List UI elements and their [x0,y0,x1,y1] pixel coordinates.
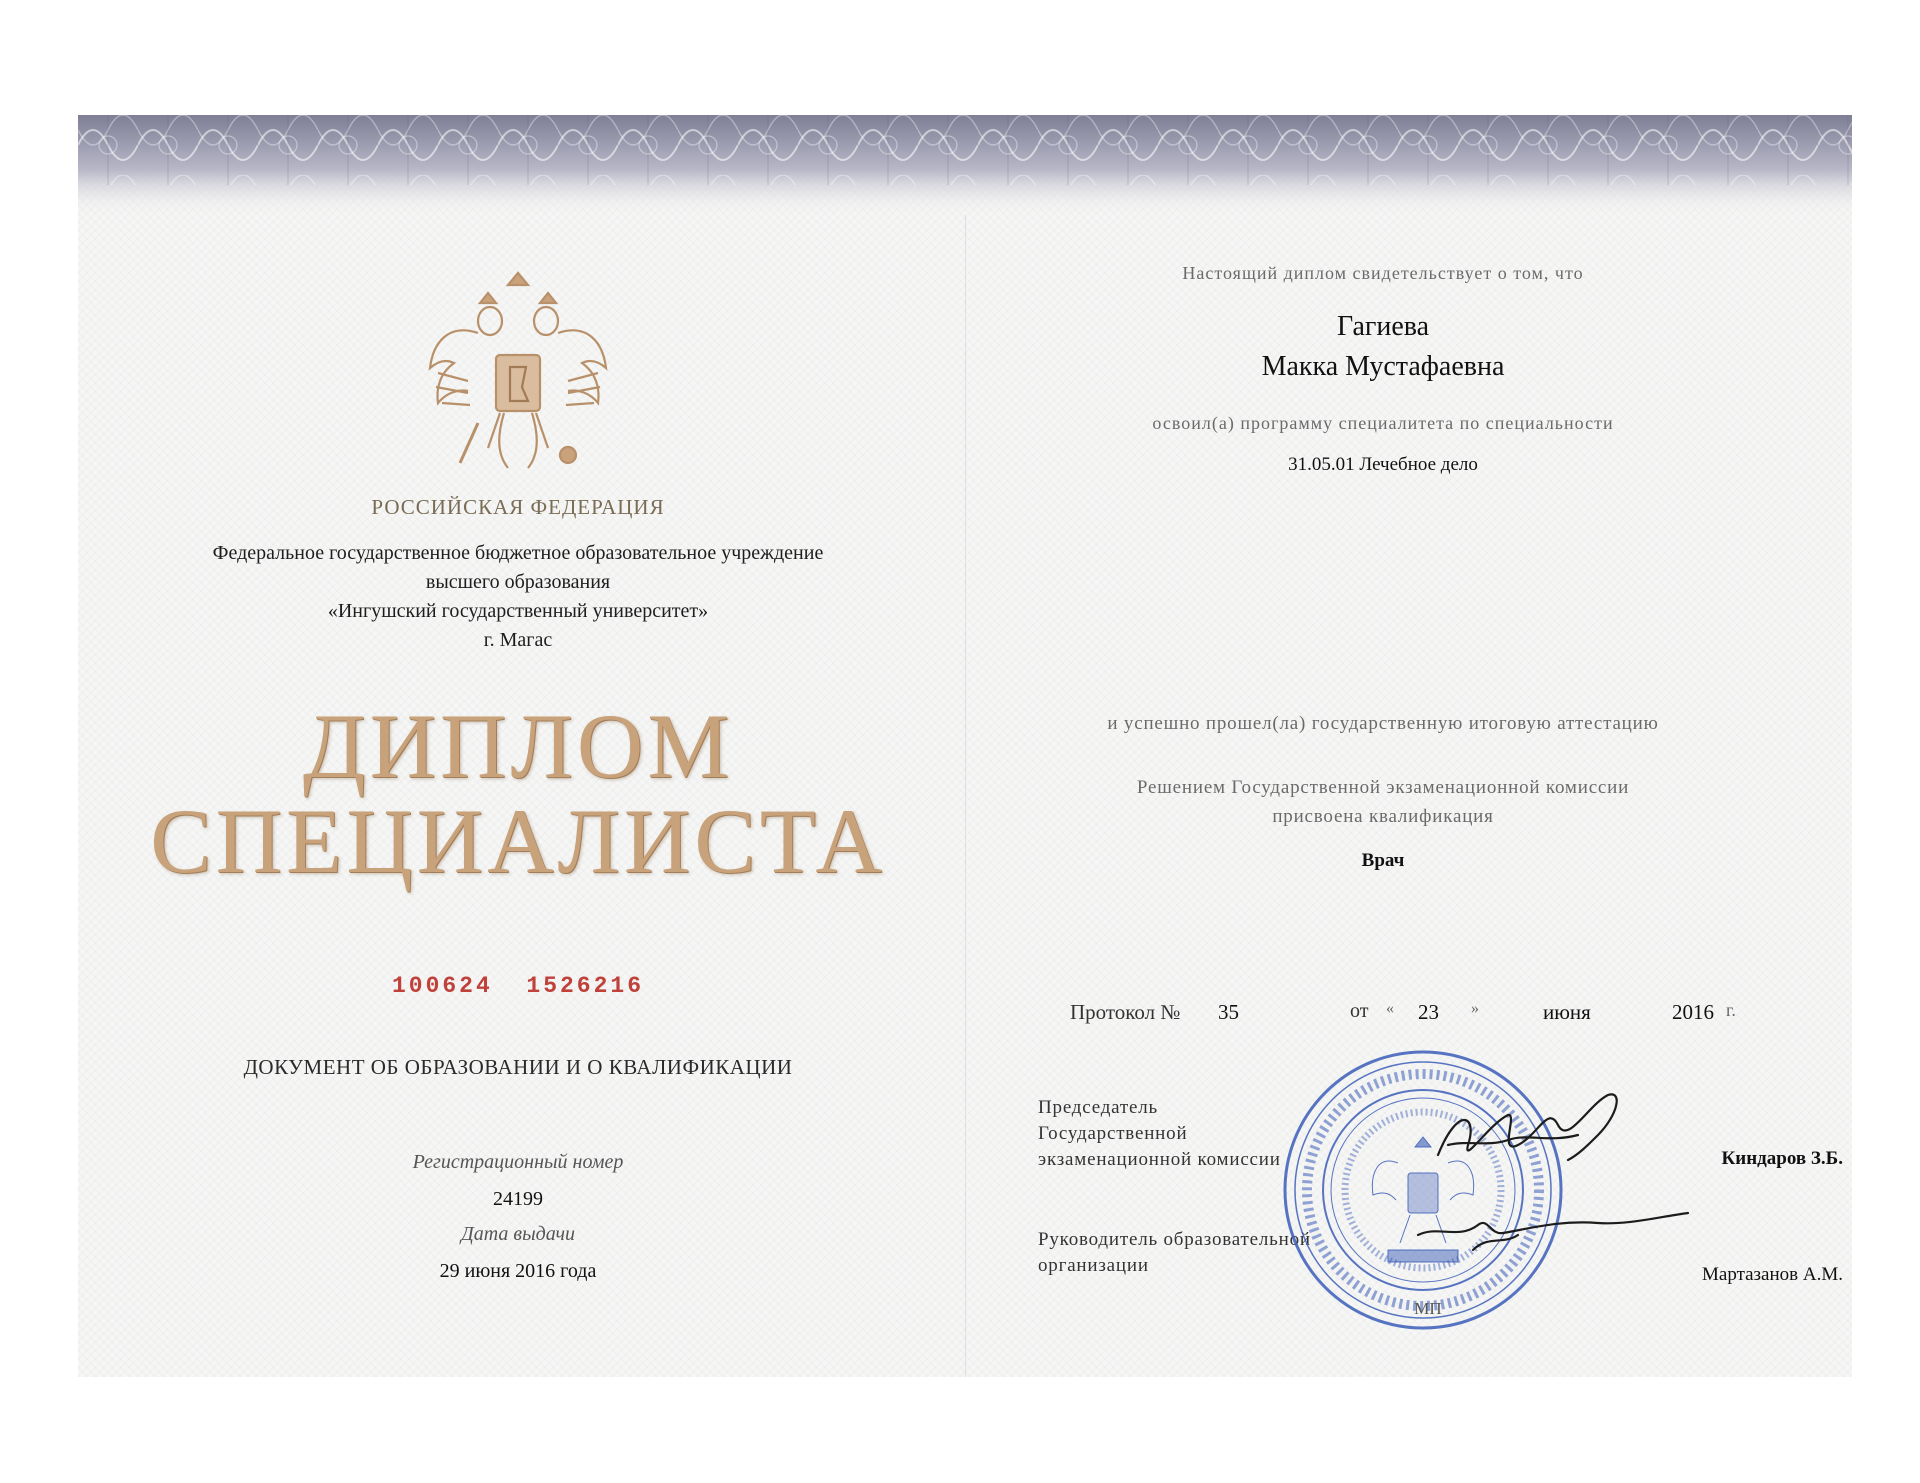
head-line-2: организации [1038,1255,1149,1276]
institution-block [118,539,918,655]
year-suffix: г. [1726,1000,1736,1020]
coat-of-arms-emblem [418,263,618,483]
institution-line-3: «Ингушский государственный университет» [327,600,709,622]
quote-open: « [1386,1000,1394,1017]
quote-close: » [1471,1000,1479,1017]
diploma-title-line-1: ДИПЛОМ [302,695,734,797]
protocol-number: 35 [1218,1000,1239,1024]
program-text: освоил(а) программу специалитета по специальности [1152,413,1614,433]
protocol-label: Протокол № [1070,1000,1181,1024]
diploma-sheet [78,115,1852,1377]
protocol-from-label: от [1350,1000,1369,1022]
graduate-surname: Гагиева [1336,311,1430,342]
registration-number: 24199 [493,1188,543,1210]
protocol-year: 2016 [1672,1000,1714,1024]
handwritten-signatures [1378,1085,1718,1285]
commission-decision-line-2: присвоена квалификация [1272,806,1494,827]
guilloche-ornament-band [78,115,1852,215]
protocol-month: июня [1543,1000,1591,1024]
serial-number: 100624 1526216 [391,973,645,999]
certifies-text: Настоящий диплом свидетельствует о том, что [1182,263,1584,283]
registration-number-label: Регистрационный номер [412,1151,624,1173]
protocol-day: 23 [1418,1000,1439,1024]
graduate-given-names: Макка Мустафаевна [1261,351,1505,382]
chair-name: Киндаров З.Б. [1721,1148,1843,1169]
institution-line-1: Федеральное государственное бюджетное образовательное учреждение [212,542,824,564]
specialty: 31.05.01 Лечебное дело [1288,454,1478,475]
page-fold [965,215,966,1377]
stamp-label: МП [1414,1299,1442,1318]
qualification: Врач [1361,850,1405,871]
head-name: Мартазанов А.М. [1702,1264,1843,1285]
issue-date-label: Дата выдачи [460,1223,576,1245]
document-type: ДОКУМЕНТ ОБ ОБРАЗОВАНИИ И О КВАЛИФИКАЦИИ [243,1055,793,1079]
institution-line-2: высшего образования [425,571,611,593]
head-line-1: Руководитель образовательной [1038,1229,1311,1250]
institution-city: г. Магас [483,629,553,651]
country-name: РОССИЙСКАЯ ФЕДЕРАЦИЯ [371,495,665,519]
diploma-title-line-2: СПЕЦИАЛИСТА [150,790,886,892]
chair-line-3: экзаменационной комиссии [1038,1149,1281,1170]
attestation-text: и успешно прошел(ла) государственную итоговую аттестацию [1107,713,1659,734]
chair-line-2: Государственной [1038,1123,1188,1144]
issue-date: 29 июня 2016 года [439,1260,597,1282]
chair-line-1: Председатель [1038,1097,1159,1118]
commission-decision-line-1: Решением Государственной экзаменационной комиссии [1136,777,1630,798]
